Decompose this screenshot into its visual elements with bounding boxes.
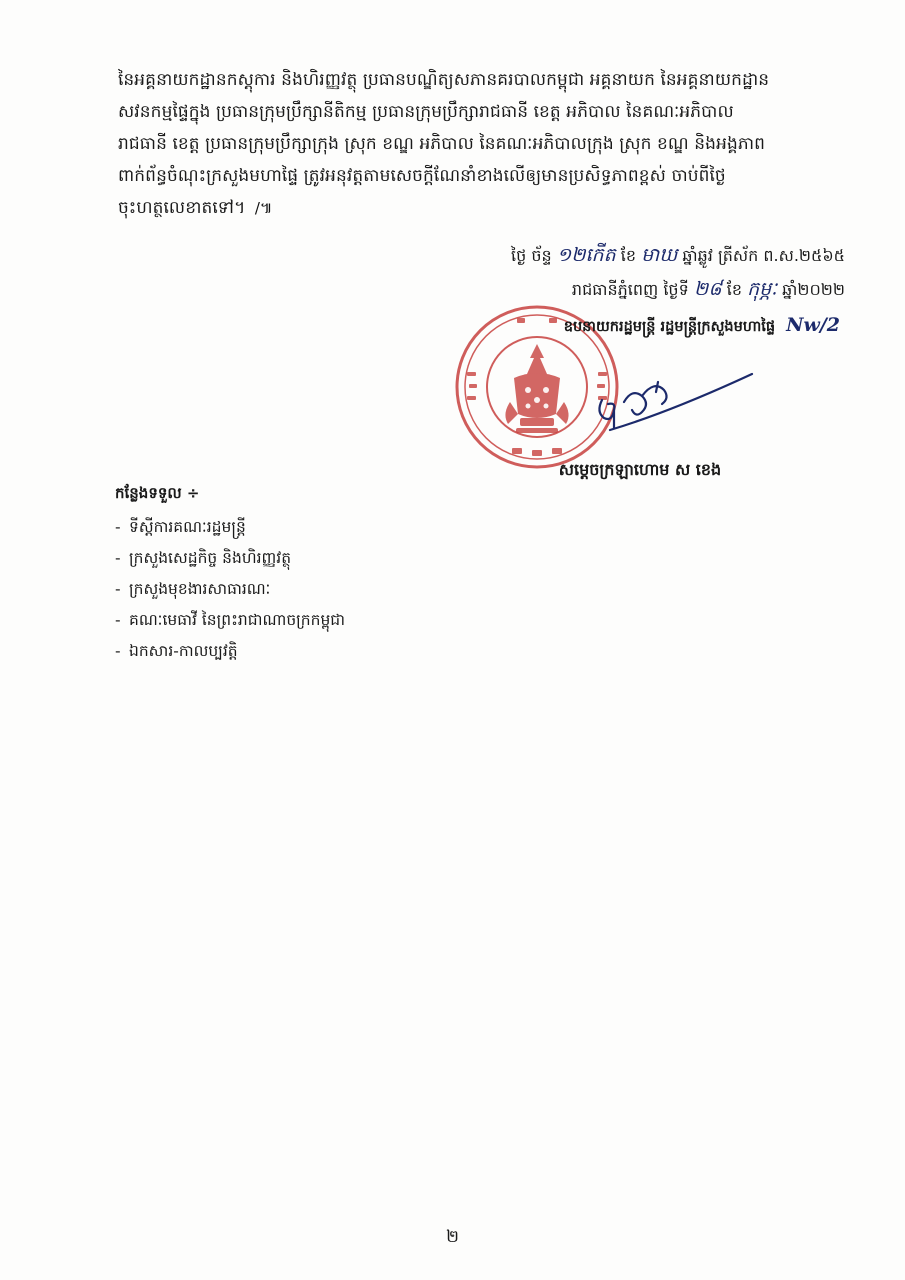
signature-icon [580,362,760,442]
recipients-section [115,480,535,667]
body-line-2: សវនកម្មផ្ទៃក្នុង ប្រធានក្រុមប្រឹក្សានីតិកម្ម ប្រធានក្រុមប្រឹក្សារាជធានី ខេត្ត អភិបាល នៃគណៈអភិបាល [118,102,734,122]
list-item: - ក្រសួងមុខងារសាធារណៈ [115,580,271,598]
recipients-heading: កន្លែងទទួល ÷ [115,484,200,502]
body-line-5 [118,192,836,224]
signatory-name: សម្ដេចក្រឡាហោម ស ខេង [558,460,722,479]
page-number: ២ [446,1227,459,1247]
solar-day: ២៨ [693,278,722,300]
body-paragraph [118,64,836,224]
initials-mark: Nw/2 [786,314,840,336]
date-block [405,238,845,306]
solar-prefix: រាជធានីភ្នំពេញ ថ្ងៃទី [571,280,689,299]
solar-year: ឆ្នាំ២០២២ [782,280,845,299]
recipient-label: ក្រសួងសេដ្ឋកិច្ច និងហិរញ្ញវត្ថុ [129,549,292,567]
list-item: - ឯកសារ-កាលប្បវត្តិ [115,642,238,660]
lunar-prefix: ថ្ងៃ ច័ន្ទ [511,246,552,265]
recipient-label: ទីស្ដីការគណៈរដ្ឋមន្ត្រី [129,518,246,536]
recipients-list [115,512,535,667]
solar-month-label: ខែ [726,280,742,299]
recipient-label: គណៈមេធាវី នៃព្រះរាជាណាចក្រកម្ពុជា [129,611,346,629]
lunar-year: ឆ្នាំឆ្លូវ ត្រីស័ក ព.ស.២៥៦៥ [682,246,845,265]
body-line-3: រាជធានី ខេត្ត ប្រធានក្រុមប្រឹក្សាក្រុង ស្រុក ខណ្ឌ អភិបាល នៃគណៈអភិបាលក្រុង ស្រុក ខណ្ឌ និងអង្គភាព [118,134,766,154]
recipient-label: ឯកសារ-កាលប្បវត្តិ [129,642,238,660]
body-line-1: នៃអគ្គនាយកដ្ឋានកស្ដុការ និងហិរញ្ញវត្ថុ ប្រធានបណ្ឌិត្យសភានគរបាលកម្ពុជា អគ្គនាយក នៃអគ្គនាយកដ្ឋាន [118,70,770,90]
solar-date-line [405,272,845,306]
lunar-month-label: ខែ [620,246,637,265]
lunar-day: ១២កើត [556,244,616,266]
solar-month: កុម្ភៈ [747,278,778,300]
signatory-title: ឧបនាយករដ្ឋមន្ត្រី រដ្ឋមន្ត្រីក្រសួងមហាផ្ទៃ [563,319,776,335]
list-item: - ក្រសួងសេដ្ឋកិច្ច និងហិរញ្ញវត្ថុ [115,549,292,567]
signatory-title-line [450,314,840,339]
body-line-5-text: ចុះហត្ថលេខាតទៅ។ [118,198,246,218]
recipient-label: ក្រសួងមុខងារសាធារណៈ [129,580,271,598]
end-mark: /៕ [254,199,273,217]
list-item: - គណៈមេធាវី នៃព្រះរាជាណាចក្រកម្ពុជា [115,611,346,629]
lunar-month: មាឃ [641,244,678,266]
lunar-date-line [405,238,845,272]
body-line-4: ពាក់ព័ន្ធចំណុះក្រសួងមហាផ្ទៃ ត្រូវអនុវត្តតាមសេចក្ដីណែនាំខាងលើឲ្យមានប្រសិទ្ធភាពខ្ពស់ ចាប់ពីថ្ងៃ [118,166,726,186]
list-item: - ទីស្ដីការគណៈរដ្ឋមន្ត្រី [115,518,246,536]
